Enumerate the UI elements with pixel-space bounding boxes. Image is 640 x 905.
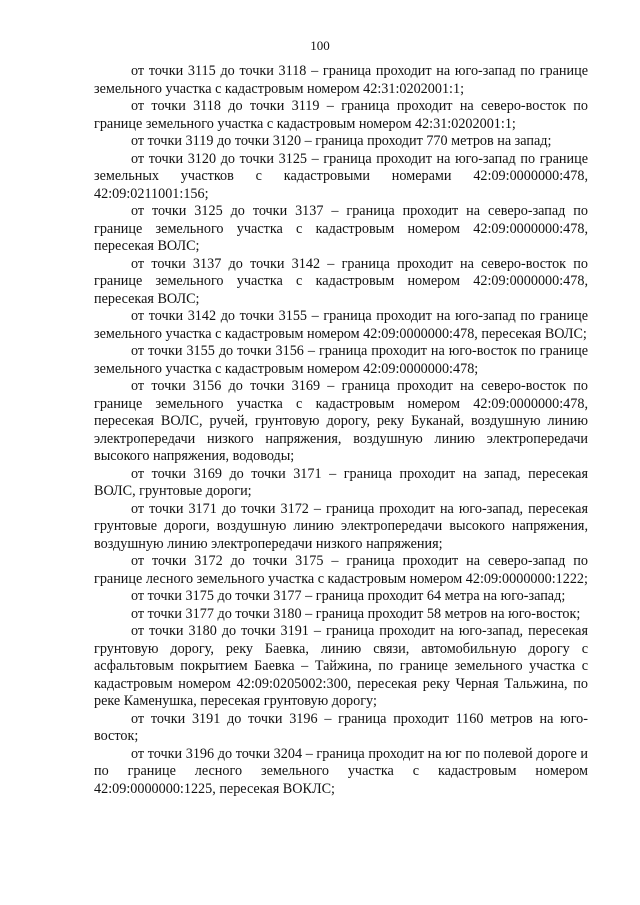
paragraph: от точки 3171 до точки 3172 – граница проходит на юго-запад, пересекая грунтовые дороги, воздушную линию электропередачи высокого напряжения, воздушную линию электропередачи низкого напряжения; (94, 500, 588, 552)
document-body (94, 63, 588, 798)
paragraph: от точки 3175 до точки 3177 – граница проходит 64 метра на юго-запад; (131, 588, 566, 604)
paragraph: от точки 3196 до точки 3204 – граница проходит на юг по полевой дороге и по границе лесного земельного участка с кадастровым номером 42:09:0000000:1225, пересекая ВОКЛС; (94, 745, 588, 797)
paragraph: от точки 3137 до точки 3142 – граница проходит на северо-восток по границе земельного участка с кадастровым номером 42:09:0000000:478, пересекая ВОЛС; (94, 255, 588, 307)
paragraph: от точки 3125 до точки 3137 – граница проходит на северо-запад по границе земельного участка с кадастровым номером 42:09:0000000:478, пересекая ВОЛС; (94, 203, 588, 254)
paragraph: от точки 3155 до точки 3156 – граница проходит на юго-восток по границе земельного участка с кадастровым номером 42:09:0000000:478; (94, 343, 588, 377)
paragraph: от точки 3177 до точки 3180 – граница проходит 58 метров на юго-восток; (131, 605, 581, 622)
paragraph: от точки 3142 до точки 3155 – граница проходит на юго-запад по границе земельного участка с кадастровым номером 42:09:0000000:478, пересекая ВОЛС; (94, 308, 588, 342)
paragraph: от точки 3156 до точки 3169 – граница проходит на северо-восток по границе земельного участка с кадастровым номером 42:09:0000000:478, пересекая ВОЛС, ручей, грунтовую дорогу, реку Буканай, воздушную линию электропередачи низкого напряжения, воздушную линию электропередачи высокого напряжения, водоводы; (94, 378, 588, 464)
paragraph: от точки 3172 до точки 3175 – граница проходит на северо-запад по границе лесного земельного участка с кадастровым номером 42:09:0000000:1222; (94, 553, 588, 587)
paragraph: от точки 3120 до точки 3125 – граница проходит на юго-запад по границе земельных участков с кадастровыми номерами 42:09:0000000:478, 42:09:0211001:156; (94, 150, 588, 202)
paragraph: от точки 3115 до точки 3118 – граница проходит на юго-запад по границе земельного участка с кадастровым номером 42:31:0202001:1; (94, 63, 588, 97)
paragraph: от точки 3119 до точки 3120 – граница проходит 770 метров на запад; (131, 133, 552, 149)
page-number: 100 (310, 38, 330, 53)
paragraph: от точки 3118 до точки 3119 – граница проходит на северо-восток по границе земельного участка с кадастровым номером 42:31:0202001:1; (94, 98, 588, 132)
paragraph: от точки 3169 до точки 3171 – граница проходит на запад, пересекая ВОЛС, грунтовые дороги; (94, 465, 588, 499)
paragraph: от точки 3191 до точки 3196 – граница проходит 1160 метров на юго-восток; (94, 710, 588, 744)
paragraph: от точки 3180 до точки 3191 – граница проходит на юго-запад, пересекая грунтовую дорогу, реку Баевка, линию связи, автомобильную дорогу с асфальтовым покрытием Баевка – Тайжина, по границе земельного участка с кадастровым номером 42:09:0205002:300, пересекая реку Черная Тальжина, по реке Каменушка, пересекая грунтовую дорогу; (94, 623, 588, 709)
